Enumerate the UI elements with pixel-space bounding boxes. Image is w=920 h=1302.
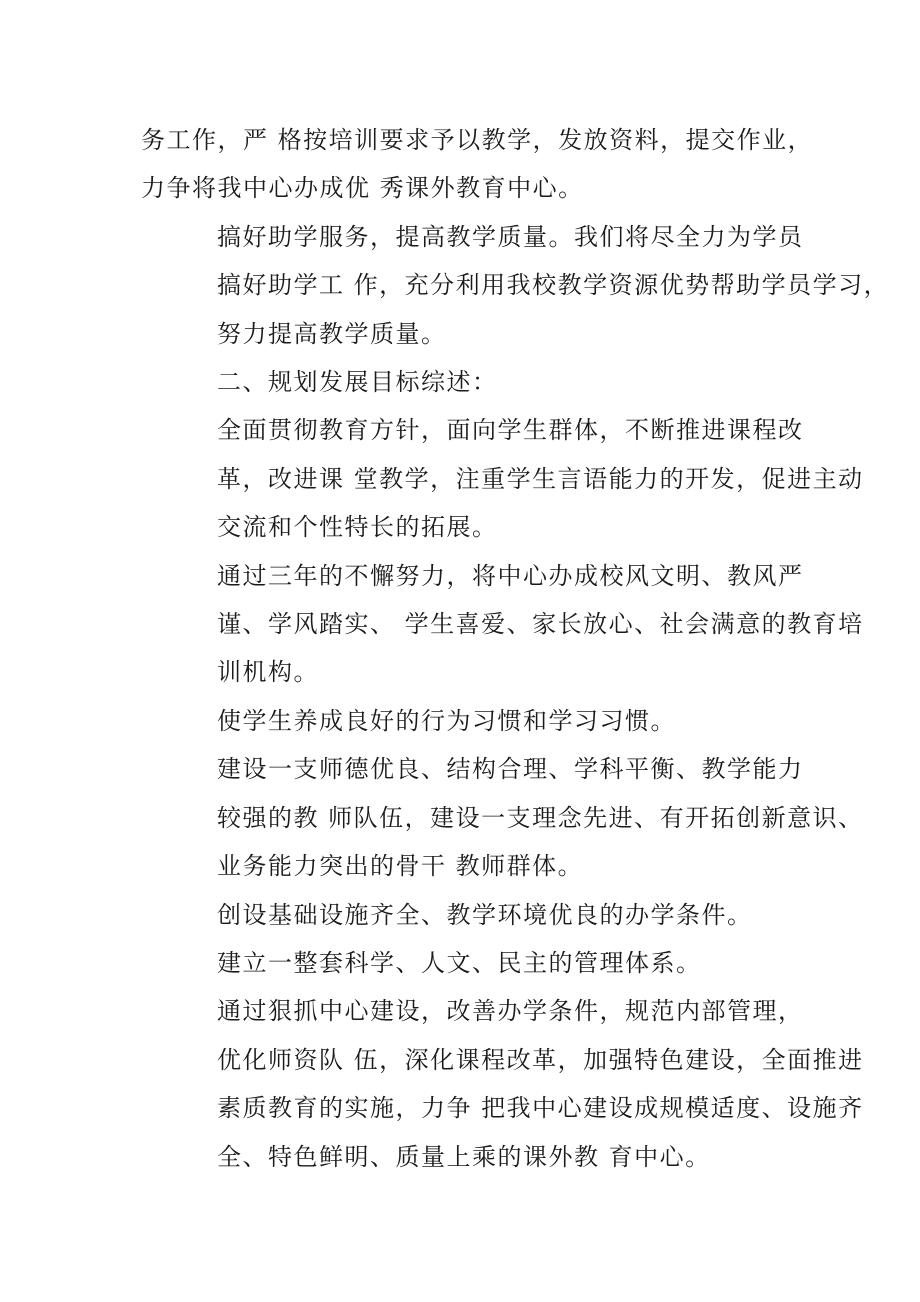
text-line: 优化师资队 伍，深化课程改革，加强特色建设，全面推进 [217, 1045, 864, 1074]
text-line: 业务能力突出的骨干 教师群体。 [217, 852, 584, 881]
paragraph [141, 697, 781, 745]
paragraph [141, 745, 864, 890]
text-line: 全面贯彻教育方针，面向学生群体，不断推进课程改 [217, 416, 804, 445]
text-line: 通过狠抓中心建设，改善办学条件，规范内部管理， [217, 997, 804, 1026]
text-line: 素质教育的实施，力争 把我中心建设成规模适度、设施齐 [217, 1094, 864, 1123]
paragraph [141, 213, 890, 358]
text-line: 力争将我中心办成优 秀课外教育中心。 [141, 174, 584, 203]
text-line: 革，改进课 堂教学，注重学生言语能力的开发，促进主动 [217, 464, 864, 493]
text-line: 较强的教 师队伍，建设一支理念先进、有开拓创新意识、 [217, 803, 864, 832]
text-line: 搞好助学工 作，充分利用我校教学资源优势帮助学员学习， [217, 271, 890, 300]
text-line: 建设一支师德优良、结构合理、学科平衡、教学能力 [217, 755, 804, 784]
text-line: 创设基础设施齐全、教学环境优良的办学条件。 [217, 900, 753, 929]
document-body [141, 116, 890, 1181]
text-line: 训机构。 [217, 658, 319, 687]
text-line: 建立一整套科学、人文、民主的管理体系。 [217, 948, 702, 977]
text-line: 交流和个性特长的拓展。 [217, 513, 498, 542]
text-line: 谨、学风踏实、 学生喜爱、家长放心、社会满意的教育培 [217, 610, 864, 639]
text-line: 全、特色鲜明、质量上乘的课外教 育中心。 [217, 1142, 711, 1171]
paragraph [141, 358, 781, 406]
paragraph [141, 406, 864, 551]
paragraph [141, 116, 814, 213]
paragraph [141, 891, 781, 939]
paragraph [141, 939, 781, 987]
text-line: 努力提高教学质量。 [217, 319, 447, 348]
paragraph [141, 987, 864, 1181]
paragraph [141, 552, 864, 697]
text-line: 使学生养成良好的行为习惯和学习习惯。 [217, 706, 676, 735]
text-line: 通过三年的不懈努力，将中心办成校风文明、教风严 [217, 561, 804, 590]
text-line: 搞好助学服务，提高教学质量。我们将尽全力为学员 [217, 222, 804, 251]
text-line: 务工作，严 格按培训要求予以教学，发放资料，提交作业， [141, 126, 814, 154]
text-line: 二、规划发展目标综述： [217, 368, 498, 397]
